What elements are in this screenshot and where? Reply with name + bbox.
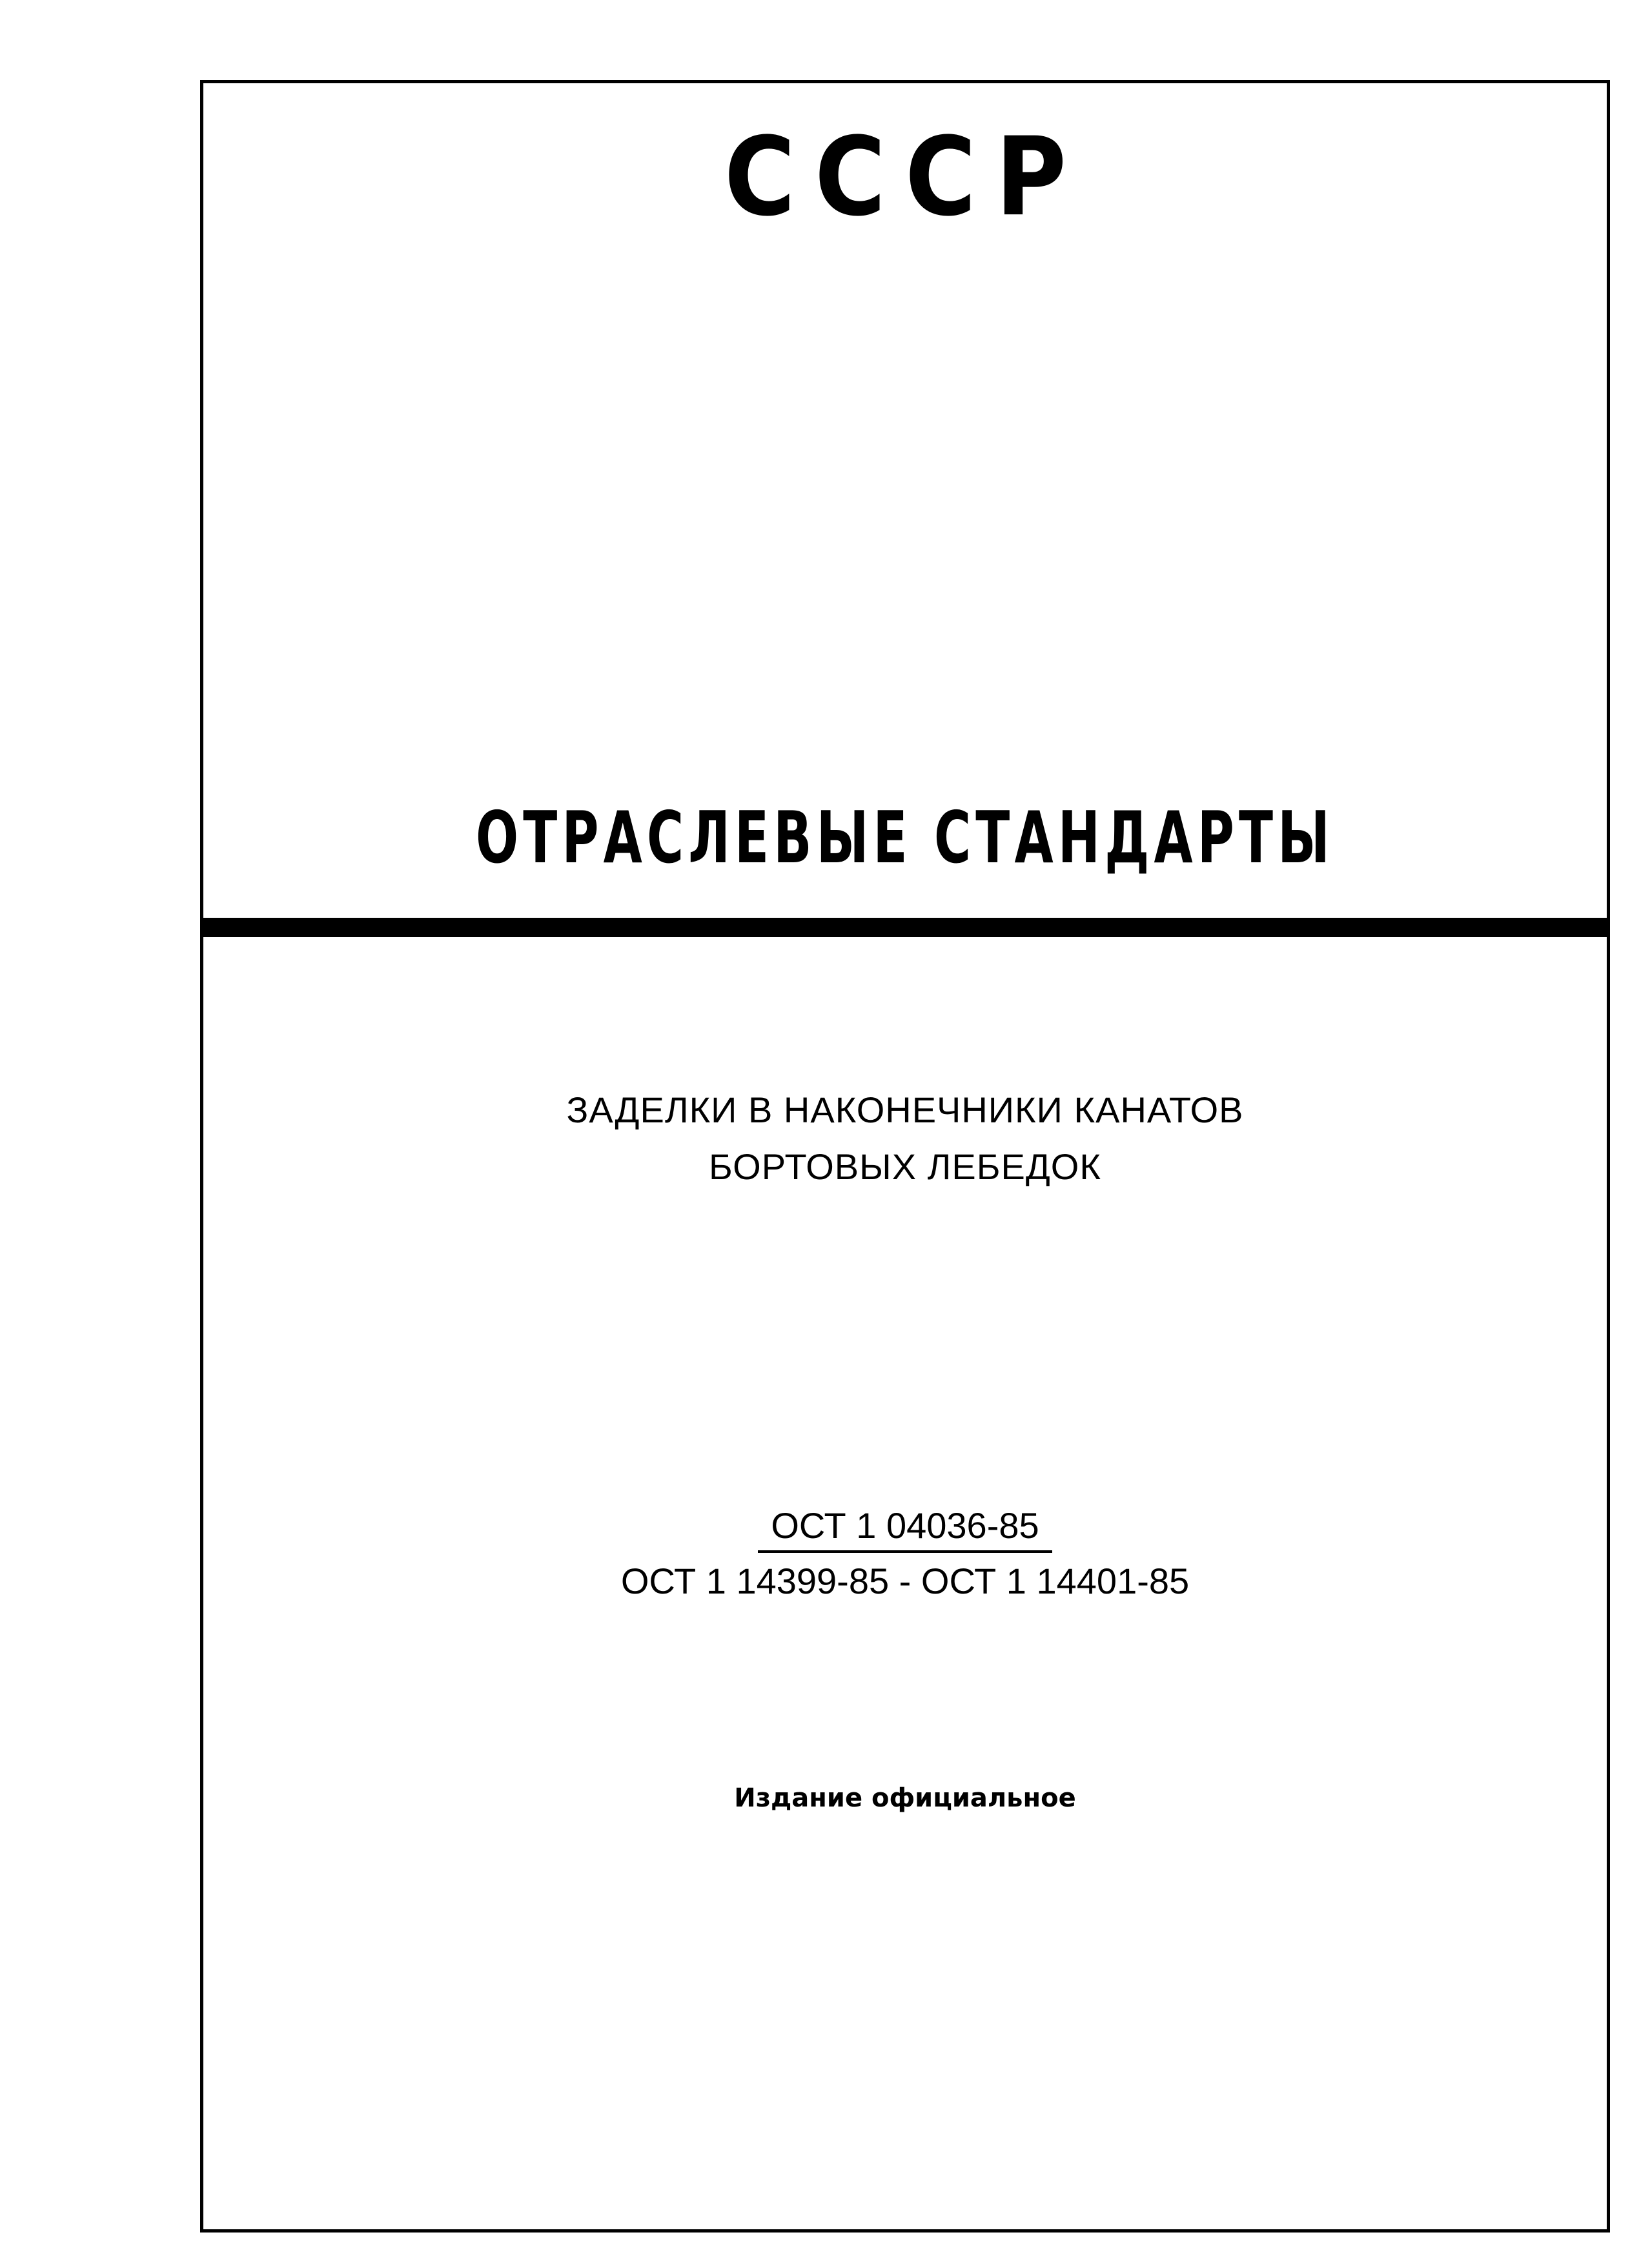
document-title (200, 1082, 1610, 1195)
country-heading: СССР (724, 114, 1086, 241)
standard-code-main: ОСТ 1 04036-85 (758, 1508, 1052, 1553)
document-title-line-2: БОРТОВЫХ ЛЕБЕДОК (709, 1146, 1101, 1187)
edition-label: Издание официальное (734, 1783, 1076, 1813)
standard-codes (200, 1505, 1610, 1601)
standard-code-range: ОСТ 1 14399-85 - ОСТ 1 14401-85 (620, 1561, 1190, 1601)
cover-divider-rule (200, 918, 1610, 937)
document-title-line-1: ЗАДЕЛКИ В НАКОНЕЧНИКИ КАНАТОВ (566, 1089, 1244, 1130)
series-heading: ОТРАСЛЕВЫЕ СТАНДАРТЫ (475, 796, 1335, 880)
